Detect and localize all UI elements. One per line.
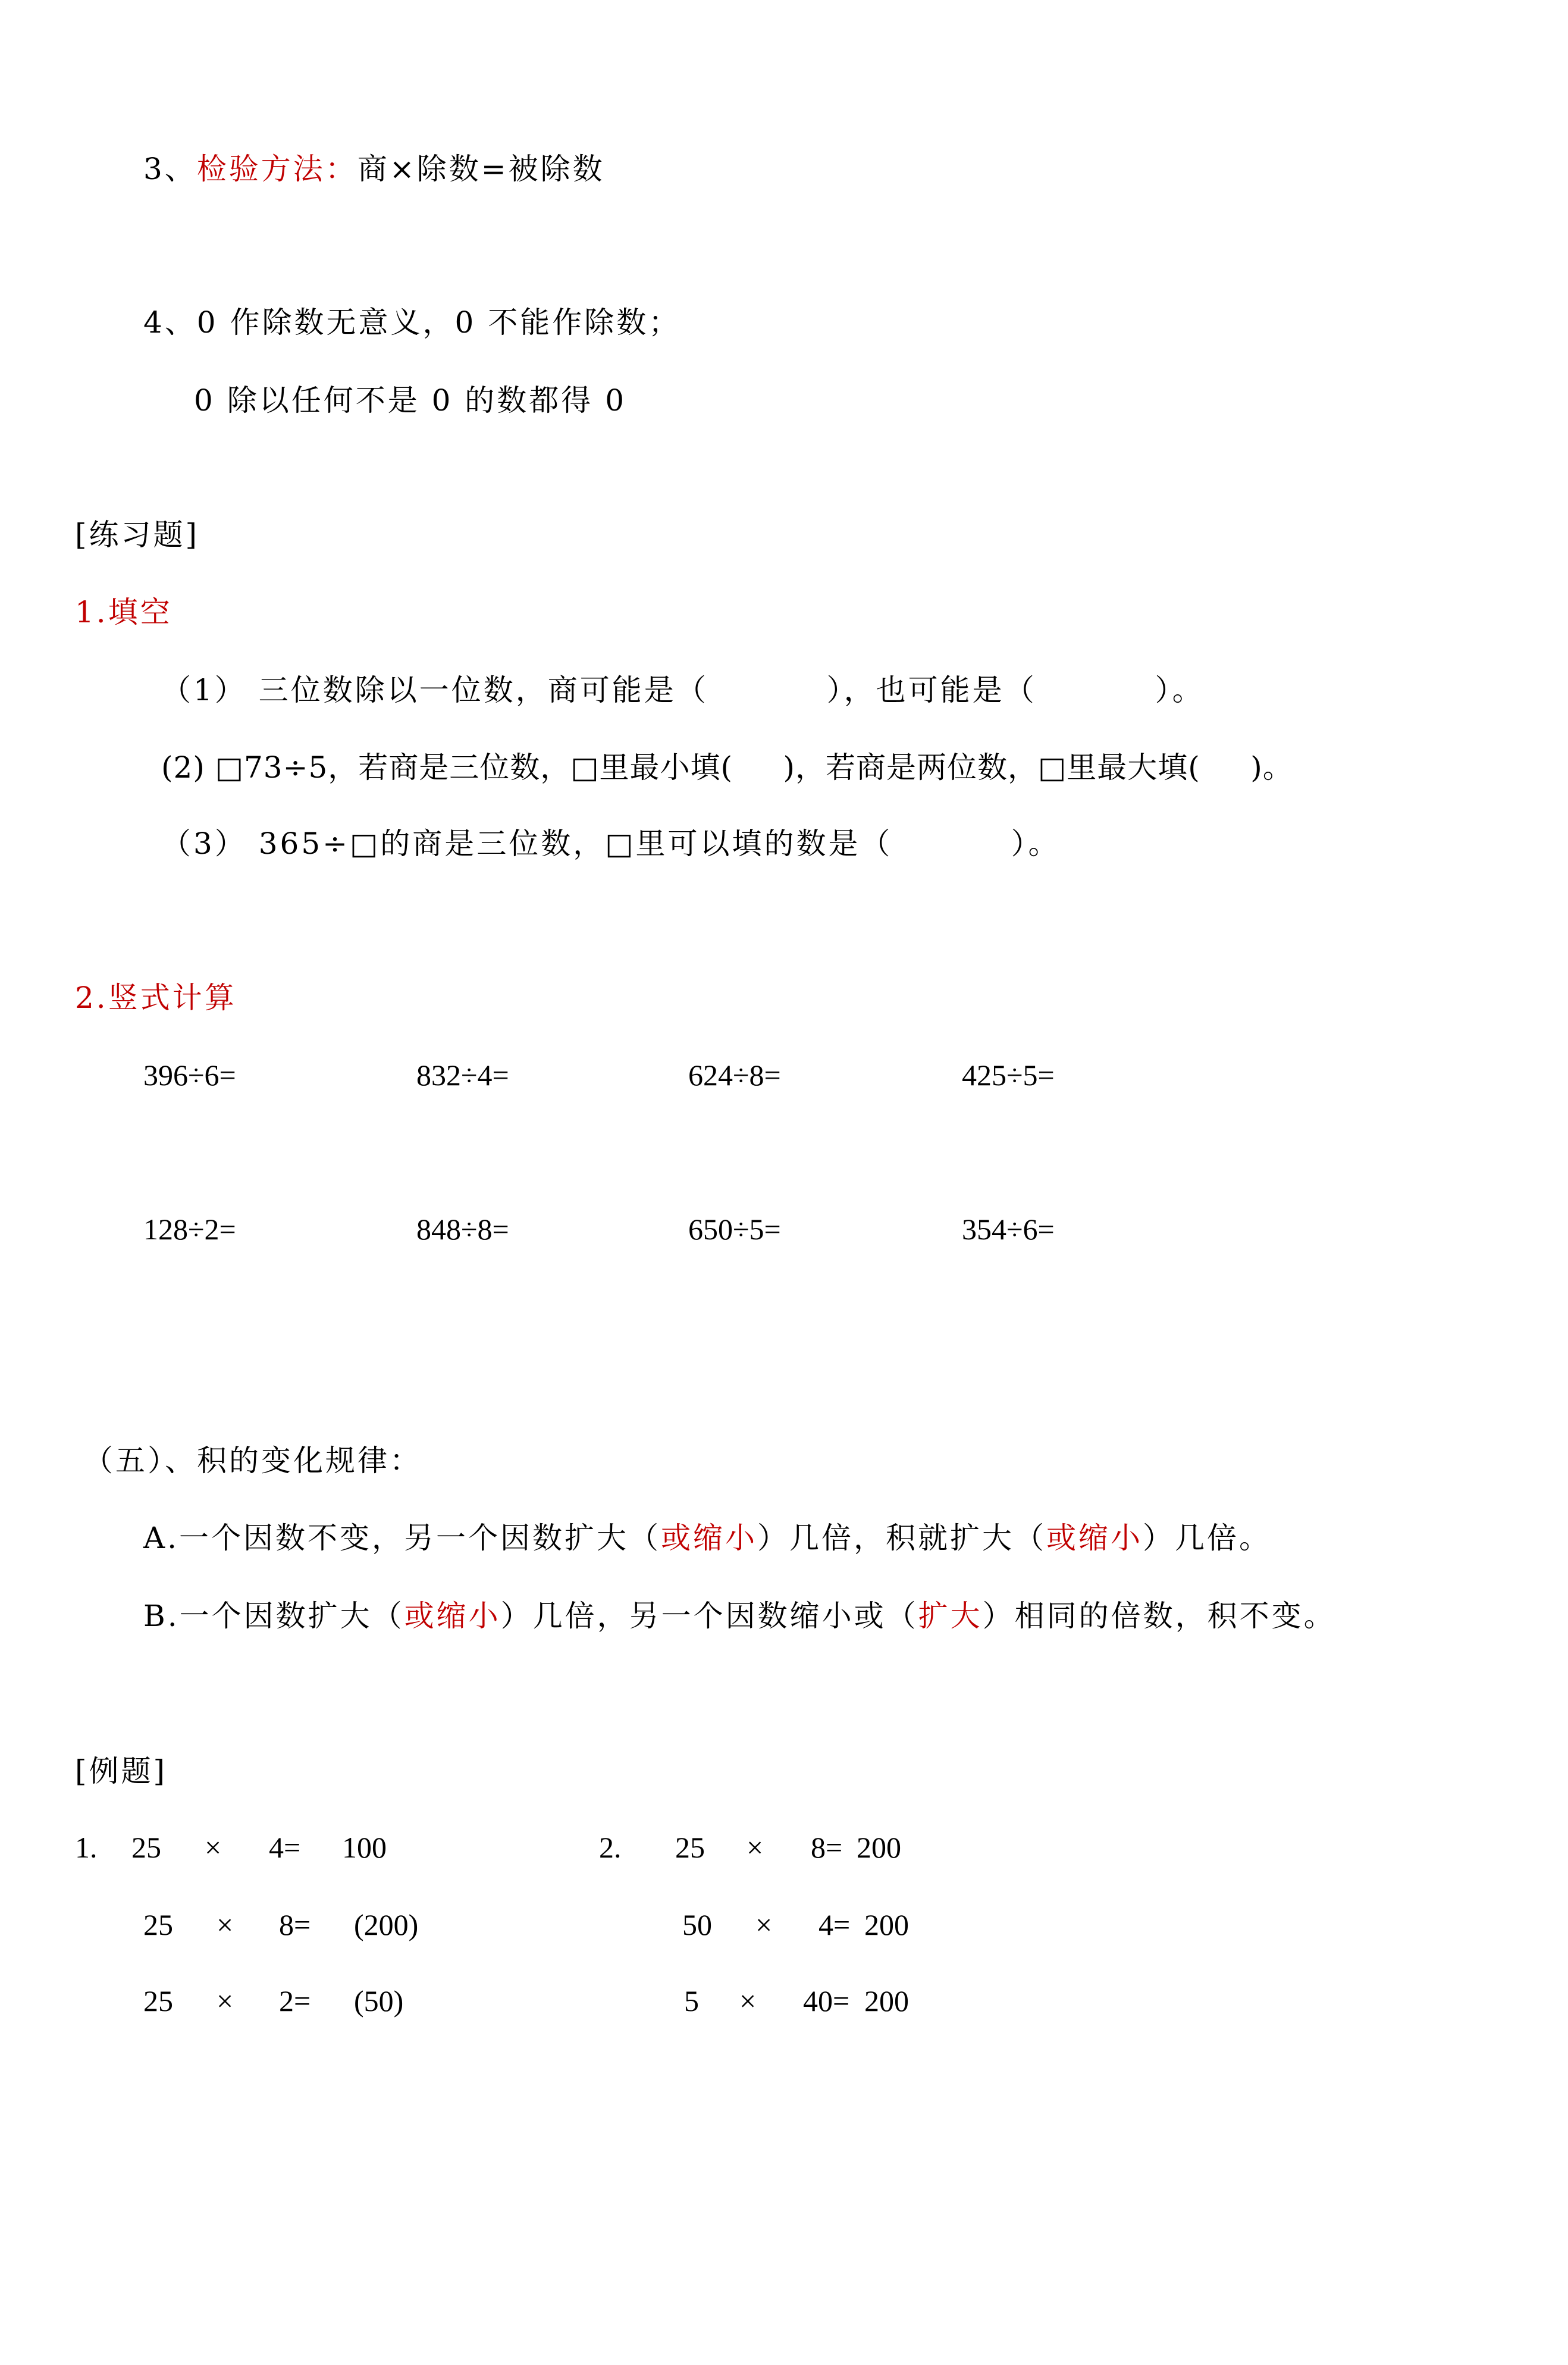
rule-text: ）相同的倍数，积不变。 — [982, 1599, 1336, 1633]
times-sign: × — [217, 1908, 234, 1941]
rule-text: B.一个因数扩大（ — [143, 1599, 404, 1633]
vertical-calc-title: 2.竖式计算 — [75, 981, 237, 1015]
check-method-label: 检验方法： — [196, 152, 357, 186]
example-operand: 2= — [279, 1984, 311, 2018]
times-sign: × — [205, 1831, 222, 1864]
example-operand: 25 — [143, 1908, 173, 1941]
times-sign: × — [755, 1908, 773, 1941]
example-operand: 4= — [269, 1831, 301, 1864]
example-result: 200 — [864, 1984, 909, 2018]
product-rule-b — [143, 1598, 1336, 1634]
example-result: (50) — [354, 1984, 404, 2018]
example-operand: 5 — [684, 1984, 699, 2018]
rule-text: ）几倍，另一个因数缩小或（ — [500, 1599, 918, 1633]
calc-problem: 128÷2= — [143, 1213, 236, 1246]
fill-item-1: （1） 三位数除以一位数，商可能是（ ），也可能是（ ）。 — [161, 673, 1205, 707]
example-operand: 8= — [279, 1908, 311, 1941]
example-operand: 25 — [675, 1831, 705, 1864]
example-result: (200) — [354, 1908, 419, 1941]
example-number: 2. — [599, 1831, 622, 1864]
times-sign: × — [217, 1984, 234, 2018]
rule-highlight: 扩大 — [918, 1599, 983, 1633]
times-sign: × — [739, 1984, 757, 2018]
rule-text: ）几倍。 — [1143, 1521, 1272, 1555]
example-result: 200 — [864, 1908, 909, 1941]
zero-rule-line1: 4、0 作除数无意义，0 不能作除数； — [143, 305, 681, 340]
rule-highlight: 或缩小 — [661, 1521, 758, 1555]
item-number: 3、 — [143, 152, 197, 186]
product-rule-a — [143, 1520, 1271, 1556]
calc-problem: 624÷8= — [688, 1058, 781, 1092]
example-operand: 50 — [682, 1908, 712, 1941]
calc-problem: 396÷6= — [143, 1058, 236, 1092]
example-operand: 4= — [819, 1908, 851, 1941]
calc-problem: 832÷4= — [416, 1058, 509, 1092]
calc-problem: 354÷6= — [962, 1213, 1055, 1246]
zero-rule-line2: 0 除以任何不是 0 的数都得 0 — [194, 383, 627, 418]
check-formula: 商×除数=被除数 — [357, 152, 605, 186]
example-operand: 8= — [811, 1831, 843, 1864]
example-operand: 40= — [803, 1984, 850, 2018]
calc-problem: 650÷5= — [688, 1213, 781, 1246]
example-result: 200 — [857, 1831, 901, 1864]
calc-problem: 848÷8= — [416, 1213, 509, 1246]
example-number: 1. — [75, 1831, 98, 1864]
example-operand: 25 — [143, 1984, 173, 2018]
example-operand: 25 — [131, 1831, 161, 1864]
calc-problem: 425÷5= — [962, 1058, 1055, 1092]
rule-highlight: 或缩小 — [404, 1599, 501, 1633]
rule-text: ）几倍，积就扩大（ — [757, 1521, 1047, 1555]
example-result: 100 — [342, 1831, 387, 1864]
times-sign: × — [747, 1831, 764, 1864]
rule-text: A.一个因数不变，另一个因数扩大（ — [143, 1521, 661, 1555]
fill-item-3: （3） 365÷□的商是三位数，□里可以填的数是（ ）。 — [161, 826, 1061, 861]
practice-heading: [练习题] — [75, 518, 200, 552]
fill-item-2: (2) □73÷5，若商是三位数，□里最小填( )，若商是两位数，□里最大填( )。 — [161, 750, 1293, 785]
check-method-line — [143, 151, 605, 187]
examples-heading: [例题] — [75, 1754, 168, 1788]
rule-highlight: 或缩小 — [1046, 1521, 1143, 1555]
product-rule-heading: （五）、积的变化规律： — [83, 1443, 422, 1478]
fill-blank-title: 1.填空 — [75, 595, 173, 629]
